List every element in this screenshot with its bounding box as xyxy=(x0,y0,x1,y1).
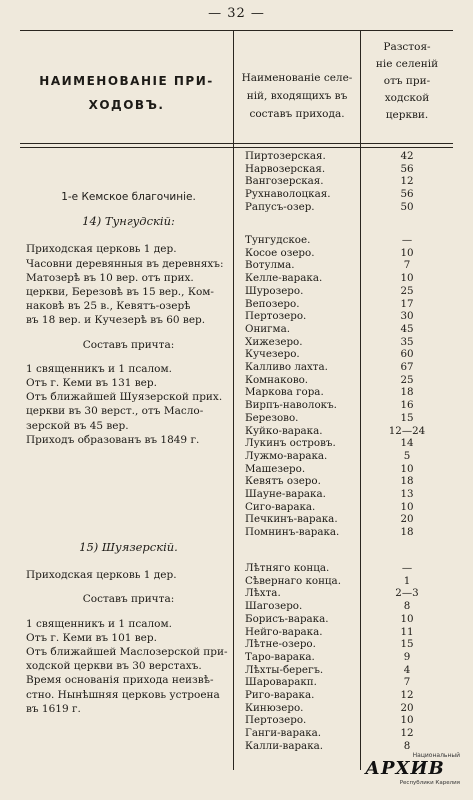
settlement-name: Рапусъ-озер. xyxy=(245,200,315,213)
header-line: Наименованіе селе- xyxy=(241,72,353,84)
settlement-name: Лукинъ островъ. xyxy=(245,437,336,450)
settlement-name: Пиртозерская. xyxy=(245,150,326,162)
settlement-row xyxy=(0,298,473,311)
settlement-distance: 25 xyxy=(400,373,414,386)
settlement-name: Пертозеро. xyxy=(245,310,307,323)
settlement-distance: 9 xyxy=(403,650,411,663)
settlement-row xyxy=(0,613,473,626)
settlement-name: Сѣвернаго конца. xyxy=(245,574,341,587)
settlement-distance: 45 xyxy=(400,322,414,335)
settlement-row xyxy=(0,201,473,214)
settlement-row xyxy=(0,575,473,588)
settlement-distance: 11 xyxy=(400,625,414,638)
parish-line: Приходская церковь 1 дер. xyxy=(26,243,177,256)
parish-line: въ 18 вер. и Кучезерѣ въ 60 вер. xyxy=(26,314,206,327)
settlement-name: Лѣхты-берегъ. xyxy=(245,663,324,676)
settlement-distance: 10 xyxy=(400,246,414,259)
settlement-distance: 10 xyxy=(400,714,414,727)
settlement-row xyxy=(0,361,473,374)
parish-line: церкви въ 30 верст., отъ Масло- xyxy=(26,405,204,418)
header-line: составъ прихода. xyxy=(249,108,345,120)
settlement-name: Таро-варака. xyxy=(245,650,315,663)
settlement-name: Келле-варака. xyxy=(245,272,323,285)
settlement-distance: 50 xyxy=(400,200,414,213)
settlement-row xyxy=(0,475,473,488)
settlement-distance: 12—24 xyxy=(388,424,426,437)
settlement-name: Тунгудское. xyxy=(245,234,311,246)
settlement-row xyxy=(0,412,473,425)
parish-line: Отъ г. Кеми въ 131 вер. xyxy=(26,377,157,390)
settlement-row xyxy=(0,348,473,361)
settlement-row xyxy=(0,399,473,412)
parish-line: ходской церкви въ 30 верстахъ. xyxy=(26,660,202,673)
parish-line: въ 1619 г. xyxy=(26,702,81,715)
settlement-name: Рухнаволоцкая. xyxy=(245,188,331,201)
settlement-name: Лѣтне-озеро. xyxy=(245,638,316,651)
settlement-row xyxy=(0,374,473,387)
settlement-distance: 60 xyxy=(400,348,414,361)
settlement-distance: 7 xyxy=(403,676,411,689)
page-number: — 32 — xyxy=(208,6,265,21)
settlement-name: Хижезеро. xyxy=(245,335,303,348)
settlement-distance: 7 xyxy=(403,259,411,272)
settlement-name: Нейго-варака. xyxy=(245,625,323,638)
parish-line: Время основанія прихода неизвѣ- xyxy=(26,674,214,687)
header-line: ній, входящихъ въ xyxy=(246,90,348,102)
deanery-heading: 1-е Кемское благочиніе. xyxy=(61,191,196,203)
settlement-row xyxy=(0,150,473,163)
header-line: отъ при- xyxy=(383,75,431,87)
parish-line: 1 священникъ и 1 псалом. xyxy=(26,362,172,375)
settlement-distance: 15 xyxy=(400,638,414,651)
header-distance xyxy=(362,39,452,124)
settlement-row xyxy=(0,638,473,651)
settlement-distance: 12 xyxy=(400,727,414,740)
settlement-row xyxy=(0,740,473,753)
parish-line: зерской въ 45 вер. xyxy=(26,419,129,432)
settlement-distance: 10 xyxy=(400,272,414,285)
settlement-row xyxy=(0,587,473,600)
settlement-name: Лужмо-варака. xyxy=(245,449,328,462)
parish-line: Приходъ образованъ въ 1849 г. xyxy=(26,433,200,446)
settlement-name: Вангозерская. xyxy=(245,175,324,188)
settlement-name: Косое озеро. xyxy=(245,246,315,259)
settlement-row xyxy=(0,600,473,613)
header-settlements xyxy=(236,69,358,123)
settlement-row xyxy=(0,702,473,715)
settlement-name: Помнинъ-варака. xyxy=(245,526,340,539)
settlement-row xyxy=(0,664,473,677)
clergy-heading: Составъ причта: xyxy=(82,593,175,606)
settlement-row xyxy=(0,727,473,740)
settlement-distance: 18 xyxy=(400,475,414,488)
settlement-name: Шурозеро. xyxy=(245,284,304,297)
header-rule xyxy=(20,147,453,148)
settlement-name: Пертозеро. xyxy=(245,714,307,727)
parish-line: наковѣ въ 25 в., Кевятъ-озерѣ xyxy=(26,300,191,313)
parish-line: Отъ ближайшей Шуязерской прих. xyxy=(26,391,223,404)
settlement-distance: 56 xyxy=(400,162,414,175)
settlement-name: Ганги-варака. xyxy=(245,727,322,740)
settlement-row xyxy=(0,676,473,689)
settlement-row xyxy=(0,513,473,526)
settlement-distance: 42 xyxy=(400,150,414,162)
settlement-row xyxy=(0,689,473,702)
clergy-heading: Составъ причта: xyxy=(82,338,175,351)
settlement-row xyxy=(0,425,473,438)
settlement-name: Нарвозерская. xyxy=(245,162,326,175)
settlement-distance: 16 xyxy=(400,399,414,412)
settlement-distance: 18 xyxy=(400,526,414,539)
settlement-name: Лѣтняго конца. xyxy=(245,562,330,574)
parish-line: церкви, Березовѣ въ 15 вер., Ком- xyxy=(26,286,214,299)
settlement-row xyxy=(0,163,473,176)
stamp-text: АРХИВ xyxy=(365,758,445,779)
archive-stamp xyxy=(330,752,460,792)
settlement-distance: 12 xyxy=(400,689,414,701)
parish-line: Часовни деревянныя въ деревняхъ: xyxy=(26,257,224,270)
settlement-row xyxy=(0,501,473,514)
stamp-text: Национальный xyxy=(412,752,460,759)
header-line: церкви. xyxy=(385,109,429,121)
settlement-name: Сиго-варака. xyxy=(245,500,316,513)
settlement-distance: 1 xyxy=(403,574,411,587)
header-line: Разстоя- xyxy=(383,41,431,53)
settlement-distance: 5 xyxy=(403,449,411,462)
settlement-row xyxy=(0,463,473,476)
settlement-name: Шароваракп. xyxy=(245,676,317,689)
parish-line: Матозерѣ въ 10 вер. отъ прих. xyxy=(26,271,194,284)
settlement-row xyxy=(0,437,473,450)
settlement-name: Шагозеро. xyxy=(245,600,303,613)
settlement-row xyxy=(0,386,473,399)
settlement-row xyxy=(0,272,473,285)
settlement-name: Борисъ-варака. xyxy=(245,612,329,625)
settlement-distance: 67 xyxy=(400,361,414,373)
settlement-distance: 25 xyxy=(400,284,414,297)
settlement-row xyxy=(0,175,473,188)
settlement-name: Вотулма. xyxy=(245,259,295,272)
header-line: НАИМЕНОВАНІЕ ПРИ- xyxy=(39,74,214,88)
settlement-distance: 17 xyxy=(400,297,414,310)
settlement-distance: 20 xyxy=(400,513,414,526)
settlement-row xyxy=(0,562,473,575)
settlement-name: Печкинъ-варака. xyxy=(245,513,338,526)
settlement-distance: 20 xyxy=(400,701,414,714)
settlement-name: Маркова гора. xyxy=(245,386,324,399)
settlement-row xyxy=(0,488,473,501)
settlement-name: Машезеро. xyxy=(245,462,306,475)
parish-title: 15) Шуязерскій. xyxy=(79,540,178,554)
settlement-distance: 18 xyxy=(400,386,414,399)
settlement-row xyxy=(0,714,473,727)
settlement-row xyxy=(0,247,473,260)
settlement-name: Онигма. xyxy=(245,322,290,335)
settlement-row xyxy=(0,310,473,323)
settlement-name: Вепозеро. xyxy=(245,297,300,310)
settlement-distance: 13 xyxy=(400,488,414,500)
parish-line: Отъ ближайшей Маслозерской при- xyxy=(26,646,228,659)
settlement-row xyxy=(0,188,473,201)
settlement-name: Лѣхта. xyxy=(245,587,281,600)
settlement-name: Кевятъ озеро. xyxy=(245,475,321,488)
parish-line: стно. Нынѣшняя церковь устроена xyxy=(26,688,220,701)
settlement-name: Риго-варака. xyxy=(245,689,315,701)
settlement-row xyxy=(0,626,473,639)
settlement-distance: 14 xyxy=(400,437,414,450)
parish-line: Приходская церковь 1 дер. xyxy=(26,569,177,582)
settlement-distance: — xyxy=(401,562,413,574)
settlement-distance: 10 xyxy=(400,612,414,625)
settlement-name: Комнаково. xyxy=(245,373,309,386)
settlement-distance: 56 xyxy=(400,188,414,201)
parish-line: Отъ г. Кеми въ 101 вер. xyxy=(26,631,157,644)
header-line: ніе селеній xyxy=(375,58,439,70)
settlement-name: Куйко-варака. xyxy=(245,424,323,437)
settlement-distance: 10 xyxy=(400,462,414,475)
settlement-row xyxy=(0,526,473,539)
settlement-distance: 4 xyxy=(403,663,411,676)
settlement-distance: 15 xyxy=(400,411,414,424)
settlement-name: Березово. xyxy=(245,411,299,424)
settlement-name: Шауне-варака. xyxy=(245,488,326,500)
settlement-name: Вирпъ-наволокъ. xyxy=(245,399,337,412)
header-rule xyxy=(20,143,453,144)
header-line: ХОДОВЪ. xyxy=(88,98,165,112)
settlement-name: Калливо лахта. xyxy=(245,361,328,373)
settlement-distance: 8 xyxy=(403,600,411,613)
settlement-row xyxy=(0,450,473,463)
settlement-row xyxy=(0,323,473,336)
settlement-row xyxy=(0,651,473,664)
settlement-distance: 30 xyxy=(400,310,414,323)
parish-title: 14) Тунгудскій: xyxy=(82,214,175,229)
settlement-row xyxy=(0,336,473,349)
settlement-row xyxy=(0,259,473,272)
header-line: ходской xyxy=(384,92,430,104)
settlement-distance: 12 xyxy=(400,175,414,188)
settlement-distance: — xyxy=(401,234,413,246)
settlement-row xyxy=(0,285,473,298)
stamp-text: Республики Карелия xyxy=(399,780,460,786)
settlement-distance: 2—3 xyxy=(395,587,419,600)
parish-line: 1 священникъ и 1 псалом. xyxy=(26,617,172,630)
settlement-row xyxy=(0,234,473,247)
settlement-distance: 10 xyxy=(400,500,414,513)
settlement-name: Кучезеро. xyxy=(245,348,300,361)
settlement-distance: 35 xyxy=(400,335,414,348)
settlement-name: Кинюзеро. xyxy=(245,701,304,714)
settlement-name: Калли-варака. xyxy=(245,739,324,752)
header-parish-name xyxy=(24,69,229,117)
settlement-distance: 8 xyxy=(403,739,411,752)
